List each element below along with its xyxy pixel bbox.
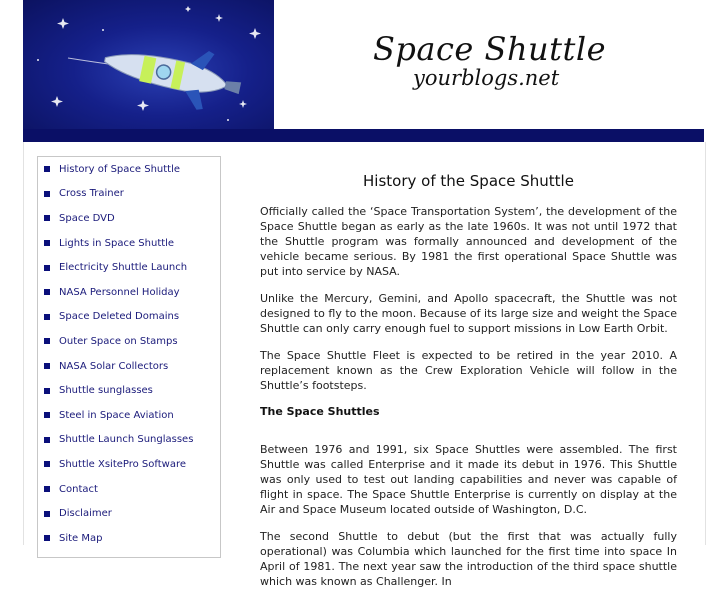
sidebar-item-label[interactable]: Space DVD <box>59 212 115 224</box>
sidebar-item-cross-trainer[interactable] <box>38 182 220 207</box>
main-content <box>260 160 677 601</box>
sidebar-item-label[interactable]: Disclaimer <box>59 508 112 520</box>
rocket-icon <box>23 0 274 129</box>
sidebar-item-label[interactable]: Cross Trainer <box>59 188 124 200</box>
sidebar-item-label[interactable]: History of Space Shuttle <box>59 163 181 175</box>
sidebar-item-label[interactable]: Shuttle XsitePro Software <box>59 458 187 470</box>
square-bullet-icon <box>44 412 50 418</box>
sidebar-item-stamps[interactable] <box>38 329 220 354</box>
sidebar-item-launch-sunglasses[interactable] <box>38 428 220 453</box>
sidebar-item-label[interactable]: Electricity Shuttle Launch <box>59 262 188 274</box>
sidebar-item-label[interactable]: Contact <box>59 483 98 495</box>
square-bullet-icon <box>44 240 50 246</box>
sidebar-item-steel[interactable] <box>38 403 220 428</box>
square-bullet-icon <box>44 166 50 172</box>
square-bullet-icon <box>44 511 50 517</box>
sidebar-item-xsitepro[interactable] <box>38 452 220 477</box>
square-bullet-icon <box>44 338 50 344</box>
sidebar-item-label[interactable]: NASA Personnel Holiday <box>59 286 180 298</box>
sidebar-item-label[interactable]: Shuttle Launch Sunglasses <box>59 434 194 446</box>
sidebar-item-label[interactable]: Steel in Space Aviation <box>59 409 174 421</box>
paragraph: Between 1976 and 1991, six Space Shuttles were assembled. The first Shuttle was called Enterprise and it made its debut in 1976. This Shuttle was only used to test out landing capabilities and never was capable of flight in space. The Space Shuttle Enterprise is currently on display at the Air and Space Museum located outside of Washington, D.C. <box>260 443 677 516</box>
square-bullet-icon <box>44 437 50 443</box>
sidebar-item-nasa-holiday[interactable] <box>38 280 220 305</box>
square-bullet-icon <box>44 363 50 369</box>
header-banner-image <box>23 0 274 129</box>
square-bullet-icon <box>44 388 50 394</box>
square-bullet-icon <box>44 215 50 221</box>
paragraph: Officially called the ‘Space Transportation System’, the development of the Space Shuttle began as early as the late 1960s. It was not until 1972 that the Shuttle program was formally announced and development of the vehicle became serious. By 1981 the first operational Space Shuttle was put into service by NASA. <box>260 205 677 278</box>
square-bullet-icon <box>44 486 50 492</box>
header-divider-bar <box>23 129 704 142</box>
sidebar-item-label[interactable]: Outer Space on Stamps <box>59 335 178 347</box>
sidebar-item-deleted-domains[interactable] <box>38 305 220 330</box>
sidebar-item-site-map[interactable] <box>38 526 220 551</box>
sidebar-item-label[interactable]: NASA Solar Collectors <box>59 360 169 372</box>
paragraph: Unlike the Mercury, Gemini, and Apollo spacecraft, the Shuttle was not designed to fly to the moon. Because of its large size and weight the Space Shuttle can only carry enough fuel to support missions in Low Earth Orbit. <box>260 292 677 335</box>
sidebar-item-label[interactable]: Lights in Space Shuttle <box>59 237 175 249</box>
sidebar-nav <box>37 156 221 558</box>
square-bullet-icon <box>44 265 50 271</box>
sidebar-item-space-dvd[interactable] <box>38 206 220 231</box>
sidebar-item-disclaimer[interactable] <box>38 501 220 526</box>
sidebar-item-electricity[interactable] <box>38 255 220 280</box>
square-bullet-icon <box>44 314 50 320</box>
square-bullet-icon <box>44 461 50 467</box>
square-bullet-icon <box>44 191 50 197</box>
site-title: Space Shuttle <box>373 30 607 68</box>
square-bullet-icon <box>44 289 50 295</box>
sidebar-item-solar[interactable] <box>38 354 220 379</box>
sidebar-item-contact[interactable] <box>38 477 220 502</box>
paragraph: The second Shuttle to debut (but the first that was actually fully operational) was Columbia which launched for the first time into space In April of 1981. The next year saw the introduction of the third space shuttle which was known as Challenger. In <box>260 530 677 588</box>
sidebar-item-lights[interactable] <box>38 231 220 256</box>
page-title: History of the Space Shuttle <box>363 172 574 190</box>
sidebar-item-history[interactable] <box>38 157 220 182</box>
sidebar-item-label[interactable]: Space Deleted Domains <box>59 311 180 323</box>
sidebar-item-label[interactable]: Site Map <box>59 532 103 544</box>
sidebar-item-sunglasses[interactable] <box>38 378 220 403</box>
site-domain: yourblogs.net <box>413 66 560 90</box>
sidebar-item-label[interactable]: Shuttle sunglasses <box>59 385 153 397</box>
square-bullet-icon <box>44 535 50 541</box>
site-header <box>23 0 704 129</box>
paragraph: The Space Shuttle Fleet is expected to be retired in the year 2010. A replacement known as the Crew Exploration Vehicle will follow in the Shuttle’s footsteps. <box>260 349 677 392</box>
section-heading: The Space Shuttles <box>260 405 380 418</box>
